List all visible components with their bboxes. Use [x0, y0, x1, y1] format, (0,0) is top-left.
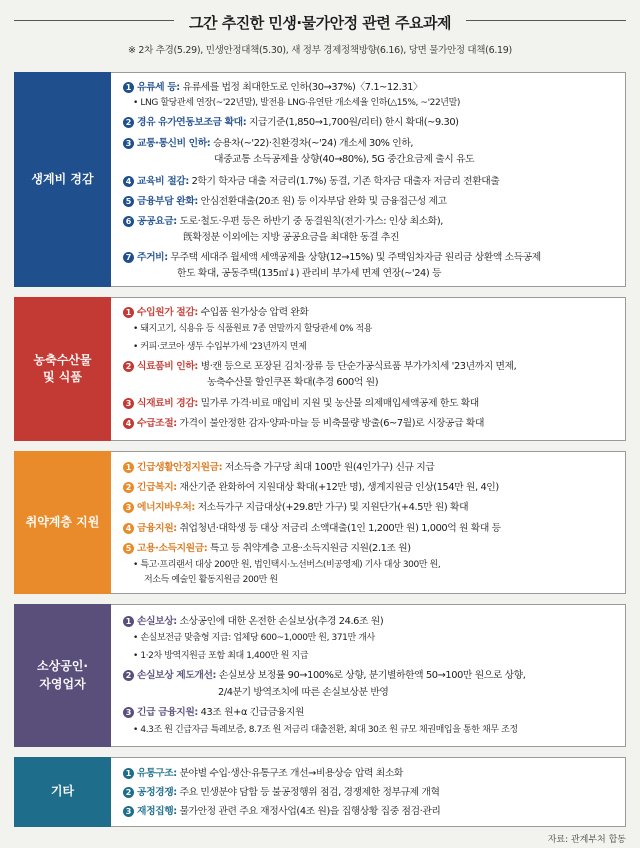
number-badge: 2: [123, 670, 134, 681]
item-text: 취업청년·대학생 등 대상 저금리 소액대출(1인 1,200만 원) 1,000억 원 확대 등: [176, 523, 501, 534]
item-continuation: 2/4분기 방역조치에 따른 손실보상분 반영: [218, 687, 389, 698]
item-key: 수급조절:: [137, 418, 177, 429]
list-item: [123, 116, 459, 130]
number-badge: 4: [123, 418, 134, 429]
number-badge: 1: [123, 462, 134, 473]
number-badge: 3: [123, 502, 134, 513]
item-continuation: 旣확정분 이외에는 지방 공공요금을 최대한 동결 추진: [183, 232, 400, 243]
number-badge: 6: [123, 216, 134, 227]
list-item: [123, 306, 308, 320]
number-badge: 1: [123, 616, 134, 627]
item-text: 승용차(~'22)·친환경차(~'24) 개소세 30% 인하,: [210, 138, 414, 149]
item-key: 손실보상:: [137, 616, 177, 627]
number-badge: 2: [123, 482, 134, 493]
item-key: 긴급생활안정지원금:: [137, 462, 223, 473]
list-item: [123, 215, 443, 229]
item-text: 가격이 불안정한 감자·양파·마늘 등 비축물량 방출(6~7월)로 시장공급 확대: [176, 418, 485, 429]
section-content: [111, 757, 626, 827]
item-text: 물가안정 관련 주요 재정사업(4조 원)을 집행상황 집중 점검·관리: [176, 806, 441, 817]
item-text: 저소득가구 지급대상(+29.8만 가구) 및 지원단가(+4.5만 원) 확대: [194, 502, 469, 513]
section-label: 소상공인· 자영업자: [14, 604, 111, 747]
section-content: [111, 72, 626, 287]
item-key: 긴급복지:: [137, 482, 177, 493]
item-key: 유통구조:: [137, 768, 177, 779]
list-item: [123, 137, 413, 151]
list-item: [123, 501, 468, 515]
section-living-costs: [14, 72, 626, 287]
section-label: 농축수산물 및 식품: [14, 297, 111, 441]
item-text: 유류세를 법정 최대한도로 인하(30→37%)〈7.1~12.31〉: [179, 82, 423, 93]
item-text: 분야별 수입·생산·유통구조 개선→비용상승 압력 최소화: [176, 768, 403, 779]
item-key: 교통·통신비 인하:: [137, 138, 211, 149]
item-key: 교육비 절감:: [137, 176, 189, 187]
number-badge: 4: [123, 523, 134, 534]
number-badge: 3: [123, 707, 134, 718]
section-content: [111, 297, 626, 441]
section-agrifood: [14, 297, 626, 441]
item-key: 공정경쟁:: [137, 787, 177, 798]
section-content: [111, 451, 626, 594]
item-text: 소상공인에 대한 온전한 손실보상(추경 24.6조 원): [176, 616, 384, 627]
list-item: [123, 417, 484, 431]
section-others: [14, 757, 626, 827]
number-badge: 3: [123, 398, 134, 409]
item-text: 밀가루 가격·비료 매입비 지원 및 농산물 의제매입세액공제 한도 확대: [197, 398, 479, 409]
item-text: 손실보상 보정률 90→100%로 상향, 분기별하한액 50→100만 원으로 상향,: [216, 670, 526, 681]
section-label: 생계비 경감: [14, 72, 111, 287]
number-badge: 2: [123, 361, 134, 372]
list-item: [123, 786, 440, 800]
item-text: 재산기준 완화하여 지원대상 확대(+12만 명), 생계지원금 인상(154만 원, 4인): [176, 482, 499, 493]
section-content: [111, 604, 626, 747]
list-item: [123, 542, 411, 556]
item-key: 금융부담 완화:: [137, 196, 198, 207]
number-badge: 3: [123, 806, 134, 817]
item-text: 2학기 학자금 대출 저금리(1.7%) 동결, 기존 학자금 대출자 저금리 전환대출: [188, 176, 500, 187]
list-item: [123, 805, 440, 819]
number-badge: 7: [123, 252, 134, 263]
list-item: [123, 251, 541, 265]
section-vulnerable-support: [14, 451, 626, 594]
item-text: 무주택 세대주 월세액 세액공제율 상향(12→15%) 및 주택임차자금 원리금 상환액 소득공제: [167, 252, 541, 263]
section-small-business: [14, 604, 626, 747]
item-key: 금융지원:: [137, 523, 177, 534]
item-text: 43조 원+α 긴급금융지원: [197, 707, 305, 718]
section-label: 기타: [14, 757, 111, 827]
sub-item: • 특고·프리랜서 대상 200만 원, 법인택시·노선버스(비공영제) 기사 대상 300만 원,: [133, 560, 441, 570]
item-text: 안심전환대출(20조 원) 등 이자부담 완화 및 금융접근성 제고: [197, 196, 447, 207]
number-badge: 3: [123, 138, 134, 149]
item-text: 병·캔 등으로 포장된 김치·장류 등 단순가공식료품 부가가치세 '23년까지 면제,: [197, 361, 517, 372]
page-subtitle: ※ 2차 추경(5.29), 민생안정대책(5.30), 새 정부 경제정책방향(6.16), 당면 물가안정 대책(6.19): [128, 45, 512, 56]
item-key: 식재료비 경감:: [137, 398, 198, 409]
item-key: 공공요금:: [137, 216, 177, 227]
item-text: 특고 등 취약계층 고용·소득지원금 지원(2.1조 원): [207, 543, 411, 554]
item-key: 경유 유가연동보조금 확대:: [137, 117, 247, 128]
number-badge: 4: [123, 176, 134, 187]
source-note: 자료: 관계부처 합동: [547, 835, 626, 845]
list-item: [123, 481, 499, 495]
list-item: [123, 175, 499, 189]
item-key: 유류세 등:: [137, 82, 180, 93]
item-text: 수입품 원가상승 압력 완화: [197, 307, 309, 318]
list-item: [123, 81, 422, 95]
sub-item: 저소득 예술인 활동지원금 200만 원: [144, 575, 278, 585]
list-item: [123, 461, 434, 475]
page-title: 그간 추진한 민생·물가안정 관련 주요과제: [189, 14, 451, 32]
sub-item: • LNG 할당관세 연장(~'22년말), 발전용 LNG·유연탄 개소세율 인하(△15%, ~'22년말): [133, 98, 460, 108]
list-item: [123, 195, 447, 209]
list-item: [123, 767, 403, 781]
number-badge: 5: [123, 543, 134, 554]
number-badge: 1: [123, 768, 134, 779]
item-key: 에너지바우처:: [137, 502, 195, 513]
sub-item: • 돼지고기, 식용유 등 식품원료 7종 연말까지 할당관세 0% 적용: [133, 324, 373, 334]
sub-item: • 1·2차 방역지원금 포함 최대 1,400만 원 지급: [133, 651, 309, 661]
item-continuation: 농축수산물 할인쿠폰 확대(추경 600억 원): [207, 377, 379, 388]
item-key: 주거비:: [137, 252, 168, 263]
item-text: 주요 민생분야 담합 등 불공정행위 점검, 경쟁제한 정부규제 개혁: [176, 787, 440, 798]
list-item: [123, 669, 525, 683]
item-text: 지급기준(1,850→1,700원/리터) 한시 확대(~9.30): [246, 117, 459, 128]
number-badge: 2: [123, 787, 134, 798]
item-continuation: 대중교통 소득공제율 상향(40→80%), 5G 중간요금제 출시 유도: [214, 154, 475, 165]
item-key: 재정집행:: [137, 806, 177, 817]
item-text: 저소득층 가구당 최대 100만 원(4인가구) 신규 지급: [222, 462, 435, 473]
item-key: 고용·소득지원금:: [137, 543, 208, 554]
sub-item: • 커피·코코아 생두 수입부가세 '23년까지 면제: [133, 342, 307, 352]
item-key: 식료품비 인하:: [137, 361, 198, 372]
sub-item: • 4.3조 원 긴급자금 특례보증, 8.7조 원 저금리 대출전환, 최대 30조 원 규모 채권매입을 통한 채무 조정: [133, 725, 518, 735]
item-key: 손실보상 제도개선:: [137, 670, 217, 681]
item-key: 수입원가 절감:: [137, 307, 198, 318]
list-item: [123, 706, 304, 720]
number-badge: 5: [123, 196, 134, 207]
list-item: [123, 397, 479, 411]
number-badge: 1: [123, 307, 134, 318]
number-badge: 1: [123, 82, 134, 93]
number-badge: 2: [123, 117, 134, 128]
title-rule-right: [466, 20, 626, 21]
list-item: [123, 615, 383, 629]
section-label: 취약계층 지원: [14, 451, 111, 594]
list-item: [123, 522, 501, 536]
list-item: [123, 360, 516, 374]
item-text: 도로·철도·우편 등은 하반기 중 동결원칙(전기·가스: 인상 최소화),: [176, 216, 443, 227]
sub-item: • 손실보전금 맞춤형 지급: 업체당 600~1,000만 원, 371만 개사: [133, 633, 375, 643]
item-continuation: 한도 확대, 공동주택(135㎡↓) 관리비 부가세 면제 연장(~'24) 등: [177, 268, 442, 279]
item-key: 긴급 금융지원:: [137, 707, 198, 718]
